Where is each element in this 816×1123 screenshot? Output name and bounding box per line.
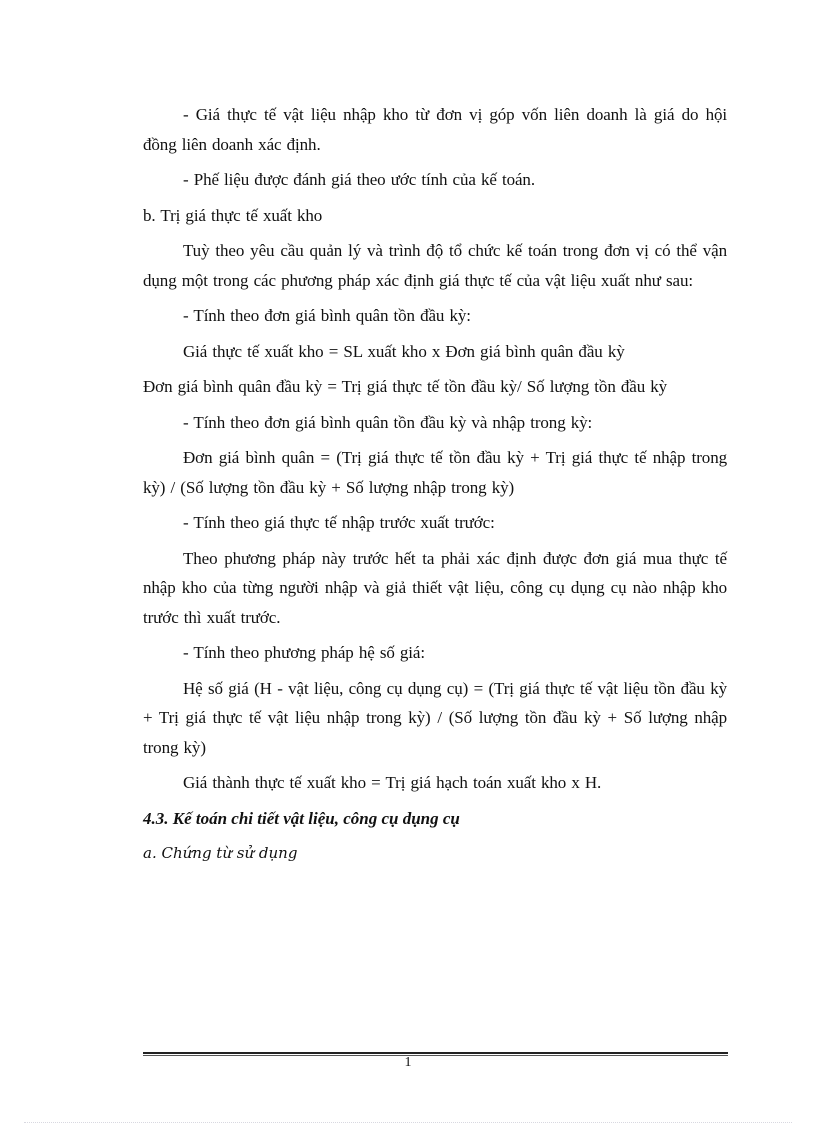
formula-export-cost: Giá thành thực tế xuất kho = Trị giá hạch toán xuất kho x H. <box>183 773 602 792</box>
paragraph-method-fifo: - Tính theo giá thực tế nhập trước xuất trước: <box>183 513 495 532</box>
paragraph-fifo-description: Theo phương pháp này trước hết ta phải xác định được đơn giá mua thực tế nhập kho của từng người nhập và giả thiết vật liệu, công cụ dụng cụ nào nhập kho trước thì xuất trước. <box>143 548 727 627</box>
section-heading: 4.3. Kế toán chi tiết vật liệu, công cụ dụng cụ <box>143 808 460 828</box>
paragraph-method-price-coefficient: - Tính theo phương pháp hệ số giá: <box>183 643 425 662</box>
subsection-heading: a. Chứng từ sử dụng <box>143 843 298 862</box>
formula-export-price: Giá thực tế xuất kho = SL xuất kho x Đơn giá bình quân đầu kỳ <box>183 341 625 361</box>
formula-price-coefficient: Hệ số giá (H - vật liệu, công cụ dụng cụ) = (Trị giá thực tế vật liệu tồn đầu kỳ + Trị giá thực tế vật liệu nhập trong kỳ) / (Số lượng tồn đầu kỳ + Số lượng nhập trong kỳ) <box>143 678 727 757</box>
paragraph-joint-venture-price: - Giá thực tế vật liệu nhập kho từ đơn vị góp vốn liên doanh là giá do hội đồng liên doanh xác định. <box>143 105 727 154</box>
paragraph-method-intro: Tuỳ theo yêu cầu quản lý và trình độ tổ chức kế toán trong đơn vị có thể vận dụng một trong các phương pháp xác định giá thực tế của vật liệu xuất như sau: <box>143 241 727 290</box>
paragraph-method-weighted-average: - Tính theo đơn giá bình quân tồn đầu kỳ và nhập trong kỳ: <box>183 412 593 432</box>
subheading-export-value: b. Trị giá thực tế xuất kho <box>143 205 323 225</box>
document-page <box>143 100 727 868</box>
page-number: 1 <box>404 1055 412 1070</box>
formula-weighted-average-price: Đơn giá bình quân = (Trị giá thực tế tồn đầu kỳ + Trị giá thực tế nhập trong kỳ) / (Số lượng tồn đầu kỳ + Số lượng nhập trong kỳ) <box>143 448 727 497</box>
formula-opening-average-price: Đơn giá bình quân đầu kỳ = Trị giá thực tế tồn đầu kỳ/ Số lượng tồn đầu kỳ <box>143 377 668 396</box>
paragraph-scrap-valuation: - Phế liệu được đánh giá theo ước tính của kế toán. <box>183 170 535 189</box>
paragraph-method-opening-average: - Tính theo đơn giá bình quân tồn đầu kỳ: <box>183 306 471 325</box>
